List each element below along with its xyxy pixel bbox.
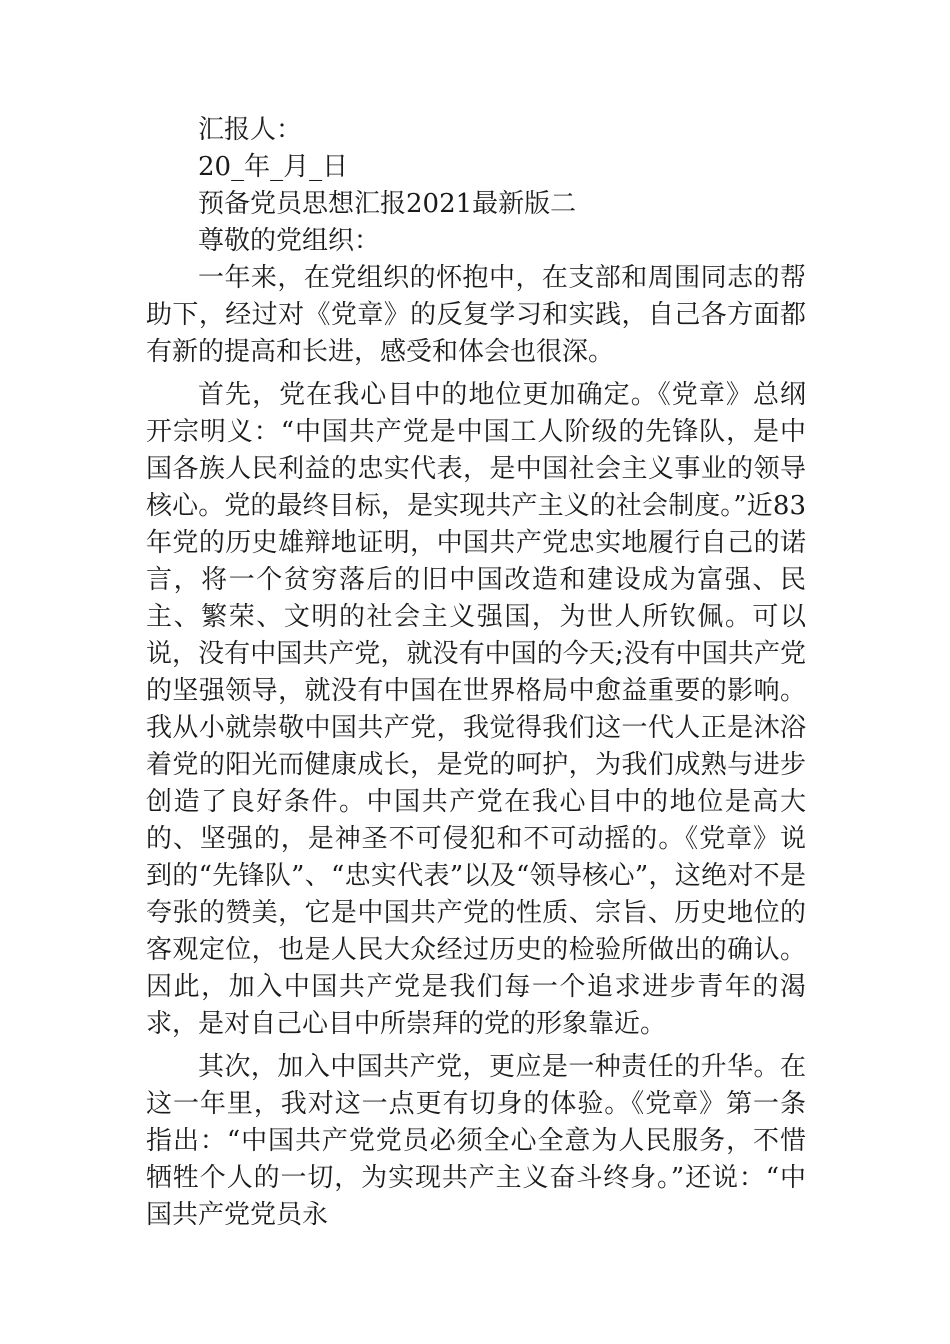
paragraph-2: 首先，党在我心目中的地位更加确定。《党章》总纲开宗明义：“中国共产党是中国工人阶级的先锋队，是中国各族人民利益的忠实代表，是中国社会主义事业的领导核心。党的最终目标，是实现共产主义的社会制度。”近83年党的历史雄辩地证明，中国共产党忠实地履行自己的诺言，将一个贫穷落后的旧中国改造和建设成为富强、民主、繁荣、文明的社会主义强国，为世人所钦佩。可以说，没有中国共产党，就没有中国的今天;没有中国共产党的坚强领导，就没有中国在世界格局中愈益重要的影响。我从小就崇敬中国共产党，我觉得我们这一代人正是沐浴着党的阳光而健康成长，是党的呵护，为我们成熟与进步创造了良好条件。中国共产党在我心目中的地位是高大的、坚强的，是神圣不可侵犯和不可动摇的。《党章》说到的“先锋队”、“忠实代表”以及“领导核心”，这绝对不是夸张的赞美，它是中国共产党的性质、宗旨、历史地位的客观定位，也是人民大众经过历史的检验所做出的确认。因此，加入中国共产党是我们每一个追求进步青年的渴求，是对自己心目中所崇拜的党的形象靠近。 — [146, 380, 806, 1039]
reporter-label: 汇报人： — [198, 115, 303, 145]
document-page — [146, 112, 806, 1234]
salutation: 尊敬的党组织： — [198, 226, 381, 256]
date-line: 20_年_月_日 — [198, 152, 349, 182]
paragraph-3: 其次，加入中国共产党，更应是一种责任的升华。在这一年里，我对这一点更有切身的体验。《党章》第一条指出：“中国共产党党员必须全心全意为人民服务，不惜牺牲个人的一切，为实现共产主义奋斗终身。”还说：“中国共产党党员永 — [146, 1052, 806, 1230]
section-title: 预备党员思想汇报2021最新版二 — [198, 189, 577, 219]
paragraph-1: 一年来，在党组织的怀抱中，在支部和周围同志的帮助下，经过对《党章》的反复学习和实践，自己各方面都有新的提高和长进，感受和体会也很深。 — [146, 263, 806, 367]
